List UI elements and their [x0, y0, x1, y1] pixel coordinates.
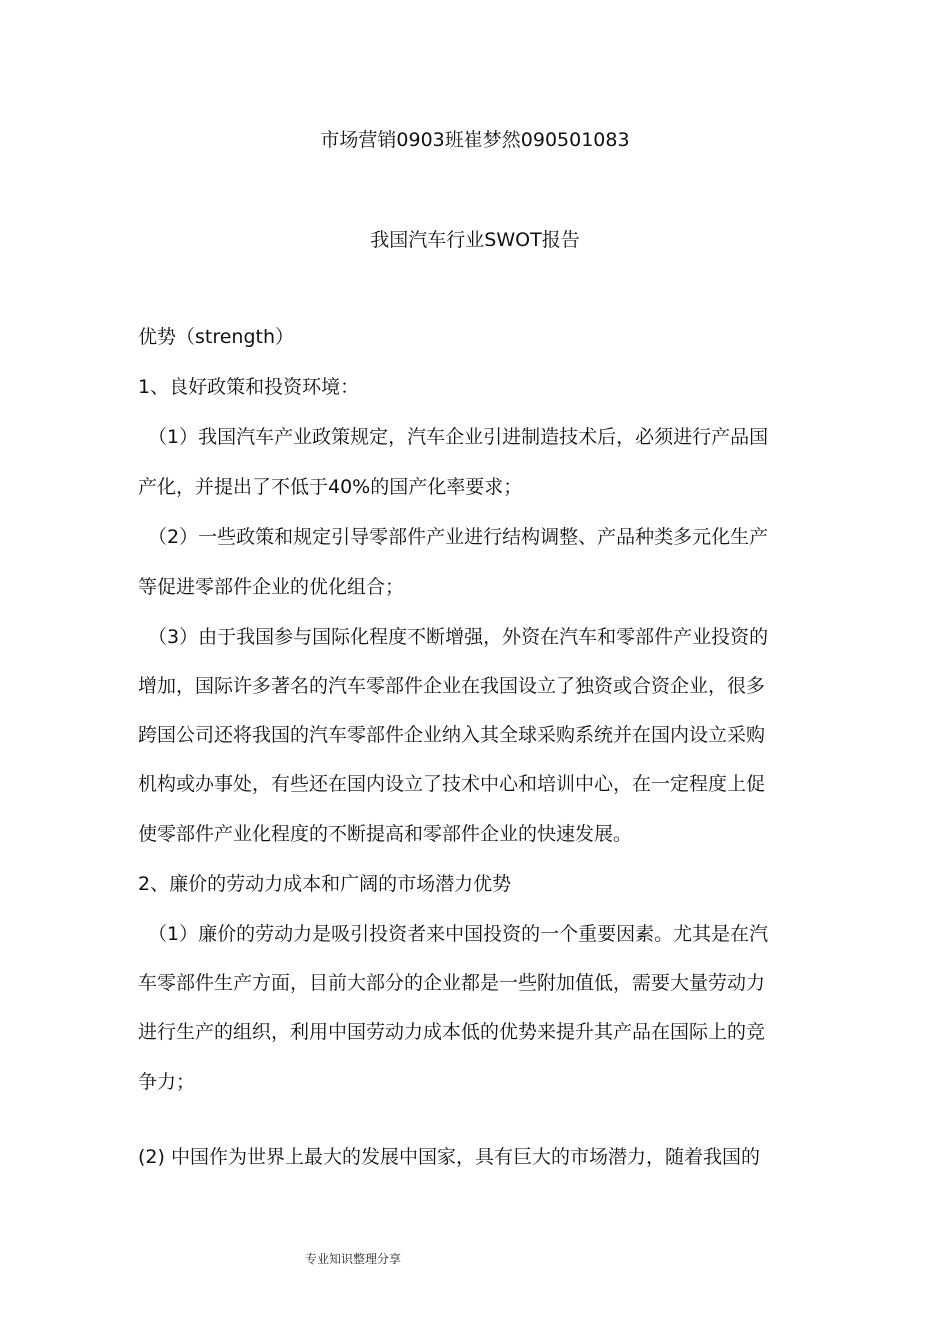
paragraph-line: 产化，并提出了不低于40%的国产化率要求；	[138, 476, 523, 498]
paragraph-line: 机构或办事处，有些还在国内设立了技术中心和培训中心，在一定程度上促	[138, 773, 766, 795]
paragraph-line: （3）由于我国参与国际化程度不断增强，外资在汽车和零部件产业投资的	[148, 626, 769, 648]
paragraph-line: （1）廉价的劳动力是吸引投资者来中国投资的一个重要因素。尤其是在汽	[148, 923, 769, 945]
report-title: 我国汽车行业SWOT报告	[370, 229, 580, 251]
paragraph-line: （2）一些政策和规定引导零部件产业进行结构调整、产品种类多元化生产	[148, 526, 769, 548]
paragraph-line: 车零部件生产方面，目前大部分的企业都是一些附加值低，需要大量劳动力	[138, 972, 766, 994]
paragraph-line: 等促进零部件企业的优化组合；	[138, 576, 405, 598]
paragraph-line: 跨国公司还将我国的汽车零部件企业纳入其全球采购系统并在国内设立采购	[138, 724, 766, 746]
page-footer: 专业知识整理分享	[305, 1252, 402, 1266]
paragraph-line: 增加，国际许多著名的汽车零部件企业在我国设立了独资或合资企业，很多	[138, 675, 766, 697]
item1-heading: 1、良好政策和投资环境：	[138, 376, 360, 398]
author-line: 市场营销0903班崔梦然090501083	[320, 129, 630, 151]
paragraph-line: 进行生产的组织，利用中国劳动力成本低的优势来提升其产品在国际上的竞	[138, 1021, 766, 1043]
strength-heading: 优势（strength）	[138, 326, 295, 348]
paragraph-line: 使零部件产业化程度的不断提高和零部件企业的快速发展。	[138, 823, 633, 845]
paragraph-line: 争力；	[138, 1071, 196, 1093]
paragraph-line: （1）我国汽车产业政策规定，汽车企业引进制造技术后，必须进行产品国	[148, 426, 769, 448]
paragraph-line: (2) 中国作为世界上最大的发展中国家，具有巨大的市场潜力，随着我国的	[138, 1146, 760, 1168]
item2-heading: 2、廉价的劳动力成本和广阔的市场潜力优势	[138, 873, 512, 895]
